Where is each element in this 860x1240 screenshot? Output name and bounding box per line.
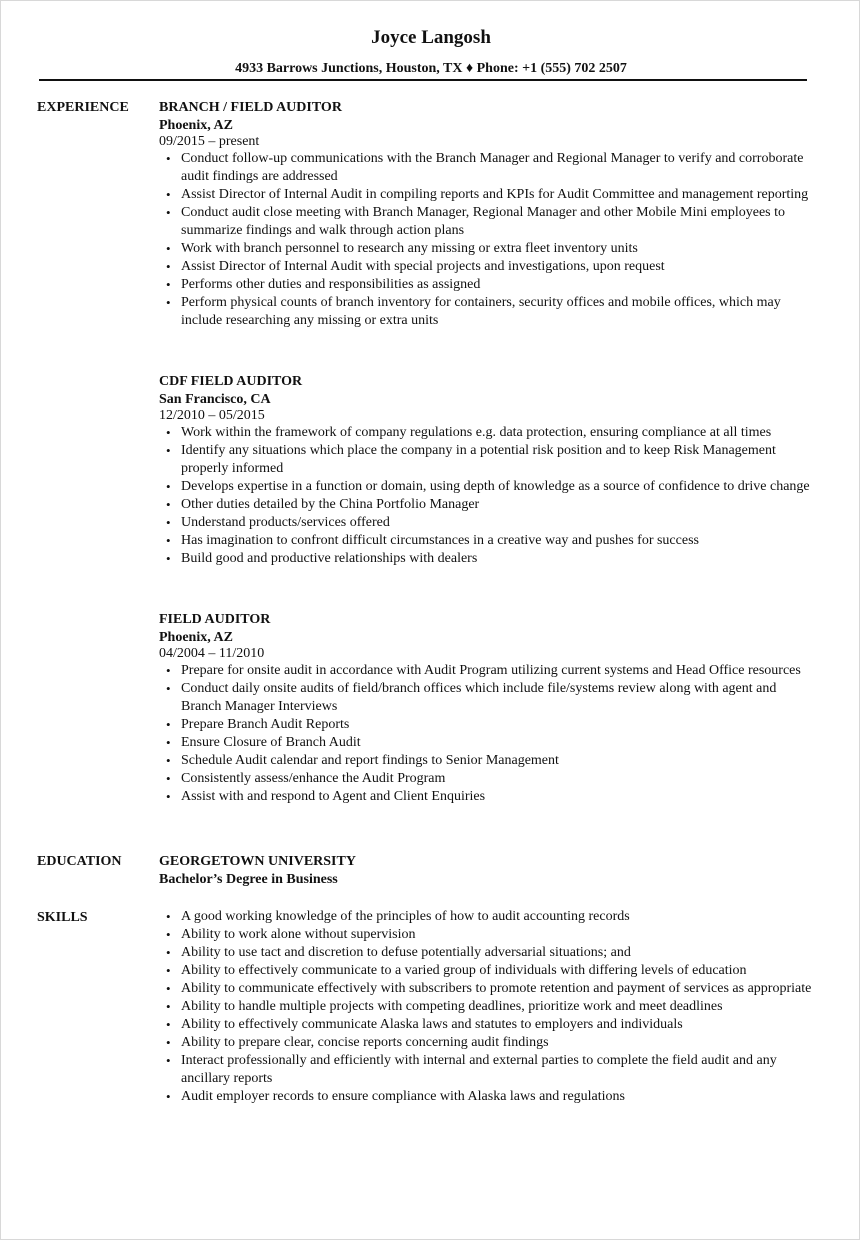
job-title: FIELD AUDITOR xyxy=(159,612,271,627)
experience-entry xyxy=(159,99,819,330)
job-title: BRANCH / FIELD AUDITOR xyxy=(159,100,342,115)
job-location: Phoenix, AZ xyxy=(159,118,233,133)
skill-bullet: • Ability to prepare clear, concise reports concerning audit findings xyxy=(159,1034,819,1052)
job-title: CDF FIELD AUDITOR xyxy=(159,374,303,389)
job-bullet: • Consistently assess/enhance the Audit Program xyxy=(159,770,819,788)
resume-name: Joyce Langosh xyxy=(371,27,491,48)
skill-bullet: • Interact professionally and efficiently with internal and external parties to complete the field audit and any ancillary reports xyxy=(159,1052,819,1088)
section-label-education: EDUCATION xyxy=(37,854,122,869)
job-bullet: • Assist Director of Internal Audit in compiling reports and KPIs for Audit Committee and management reporting xyxy=(159,186,819,204)
job-bullet: • Develops expertise in a function or domain, using depth of knowledge as a source of confidence to drive change xyxy=(159,478,819,496)
job-bullet: • Conduct audit close meeting with Branch Manager, Regional Manager and other Mobile Mini employees to summarize findings and walk through action plans xyxy=(159,204,819,240)
job-bullet: • Conduct daily onsite audits of field/branch offices which include file/systems review along with agent and Branch Manager Interviews xyxy=(159,680,819,716)
job-bullet: • Performs other duties and responsibilities as assigned xyxy=(159,276,819,294)
job-dates: 09/2015 – present xyxy=(159,134,260,149)
job-bullet: • Has imagination to confront difficult circumstances in a creative way and pushes for success xyxy=(159,532,819,550)
skill-bullet: • Ability to effectively communicate to a varied group of individuals with differing levels of education xyxy=(159,962,819,980)
education-entry xyxy=(159,853,819,888)
job-bullet: • Understand products/services offered xyxy=(159,514,819,532)
job-bullet: • Prepare Branch Audit Reports xyxy=(159,716,819,734)
school-name: GEORGETOWN UNIVERSITY xyxy=(159,854,356,869)
section-label-experience: EXPERIENCE xyxy=(37,100,129,115)
job-bullet: • Assist Director of Internal Audit with special projects and investigations, upon request xyxy=(159,258,819,276)
job-bullet-list xyxy=(159,150,819,330)
skill-bullet: • Ability to effectively communicate Alaska laws and statutes to employers and individuals xyxy=(159,1016,819,1034)
job-bullet-list xyxy=(159,424,819,568)
job-bullet: • Other duties detailed by the China Portfolio Manager xyxy=(159,496,819,514)
skill-bullet: • Ability to use tact and discretion to defuse potentially adversarial situations; and xyxy=(159,944,819,962)
experience-entry xyxy=(159,611,819,806)
degree: Bachelor’s Degree in Business xyxy=(159,872,338,887)
skills-bullet-list xyxy=(159,908,819,1106)
header-divider xyxy=(39,79,807,81)
job-bullet: • Perform physical counts of branch inventory for containers, security offices and mobile offices, which may include researching any missing or extra units xyxy=(159,294,819,330)
skills-list-block xyxy=(159,908,819,1106)
job-bullet: • Assist with and respond to Agent and Client Enquiries xyxy=(159,788,819,806)
skill-bullet: • Ability to communicate effectively with subscribers to promote retention and payment of services as appropriate xyxy=(159,980,819,998)
job-bullet: • Work with branch personnel to research any missing or extra fleet inventory units xyxy=(159,240,819,258)
job-bullet: • Schedule Audit calendar and report findings to Senior Management xyxy=(159,752,819,770)
job-bullet: • Build good and productive relationships with dealers xyxy=(159,550,819,568)
job-bullet: • Work within the framework of company regulations e.g. data protection, ensuring compliance at all times xyxy=(159,424,819,442)
skill-bullet: • Ability to work alone without supervision xyxy=(159,926,819,944)
section-label-skills: SKILLS xyxy=(37,910,88,925)
job-bullet: • Prepare for onsite audit in accordance with Audit Program utilizing current systems and Head Office resources xyxy=(159,662,819,680)
job-bullet-list xyxy=(159,662,819,806)
job-bullet: • Ensure Closure of Branch Audit xyxy=(159,734,819,752)
skill-bullet: • A good working knowledge of the principles of how to audit accounting records xyxy=(159,908,819,926)
skill-bullet: • Audit employer records to ensure compliance with Alaska laws and regulations xyxy=(159,1088,819,1106)
job-location: Phoenix, AZ xyxy=(159,630,233,645)
skill-bullet: • Ability to handle multiple projects with competing deadlines, prioritize work and meet deadlines xyxy=(159,998,819,1016)
job-bullet: • Conduct follow-up communications with the Branch Manager and Regional Manager to verify and corroborate audit findings are addressed xyxy=(159,150,819,186)
job-dates: 12/2010 – 05/2015 xyxy=(159,408,265,423)
experience-entry xyxy=(159,373,819,568)
job-bullet: • Identify any situations which place the company in a potential risk position and to keep Risk Management properly informed xyxy=(159,442,819,478)
job-location: San Francisco, CA xyxy=(159,392,271,407)
job-dates: 04/2004 – 11/2010 xyxy=(159,646,265,661)
contact-line: 4933 Barrows Junctions, Houston, TX ♦ Phone: +1 (555) 702 2507 xyxy=(235,61,627,76)
